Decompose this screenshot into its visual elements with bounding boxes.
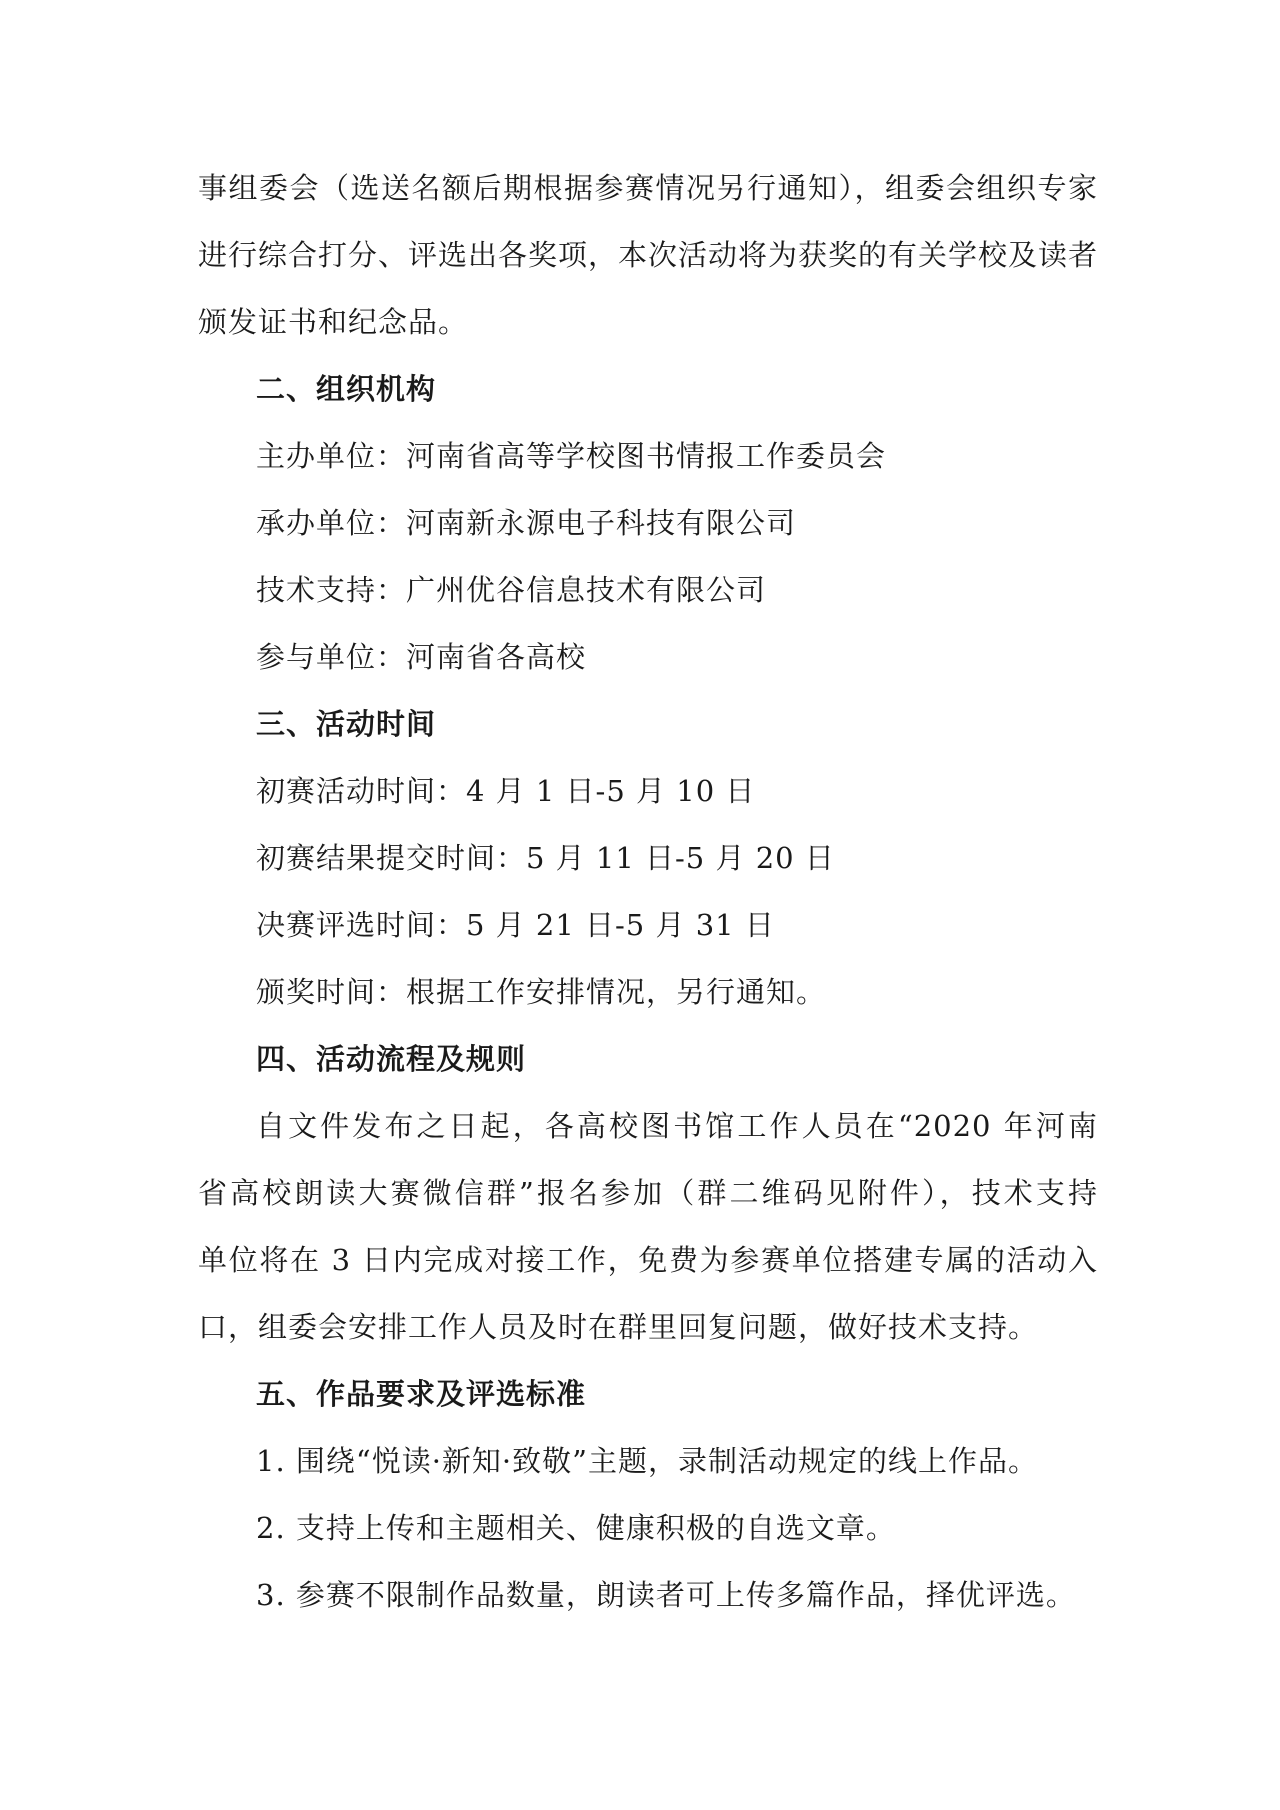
intro-line-3: 颁发证书和纪念品。 — [198, 305, 469, 339]
process-line-3: 单位将在 3 日内完成对接工作，免费为参赛单位搭建专属的活动入 — [198, 1243, 1098, 1277]
section-heading-schedule: 三、活动时间 — [256, 707, 437, 741]
process-line-1: 自文件发布之日起，各高校图书馆工作人员在“2020 年河南 — [256, 1109, 1098, 1143]
schedule-item: 初赛结果提交时间：5 月 11 日-5 月 20 日 — [256, 841, 835, 875]
intro-line-1: 事组委会（选送名额后期根据参赛情况另行通知），组委会组织专家 — [198, 171, 1098, 205]
tech-support-item: 技术支持：广州优谷信息技术有限公司 — [256, 573, 767, 607]
schedule-item: 初赛活动时间：4 月 1 日-5 月 10 日 — [256, 774, 756, 808]
requirement-item: 3. 参赛不限制作品数量，朗读者可上传多篇作品，择优评选。 — [256, 1578, 1076, 1612]
requirement-item: 2. 支持上传和主题相关、健康积极的自选文章。 — [256, 1511, 896, 1545]
requirement-item: 1. 围绕“悦读·新知·致敬”主题，录制活动规定的线上作品。 — [256, 1444, 1038, 1478]
schedule-item: 决赛评选时间：5 月 21 日-5 月 31 日 — [256, 908, 775, 942]
participant-item: 参与单位：河南省各高校 — [256, 640, 587, 674]
process-line-2: 省高校朗读大赛微信群”报名参加（群二维码见附件），技术支持 — [198, 1176, 1098, 1210]
schedule-item: 颁奖时间：根据工作安排情况，另行通知。 — [256, 975, 827, 1009]
process-line-4: 口，组委会安排工作人员及时在群里回复问题，做好技术支持。 — [198, 1310, 1039, 1344]
intro-line-2: 进行综合打分、评选出各奖项，本次活动将为获奖的有关学校及读者 — [198, 238, 1099, 272]
section-heading-organization: 二、组织机构 — [256, 372, 437, 406]
co-organizer-item: 承办单位：河南新永源电子科技有限公司 — [256, 506, 797, 540]
section-heading-process: 四、活动流程及规则 — [256, 1042, 527, 1076]
organizer-item: 主办单位：河南省高等学校图书情报工作委员会 — [256, 439, 887, 473]
section-heading-requirements: 五、作品要求及评选标准 — [256, 1377, 587, 1411]
